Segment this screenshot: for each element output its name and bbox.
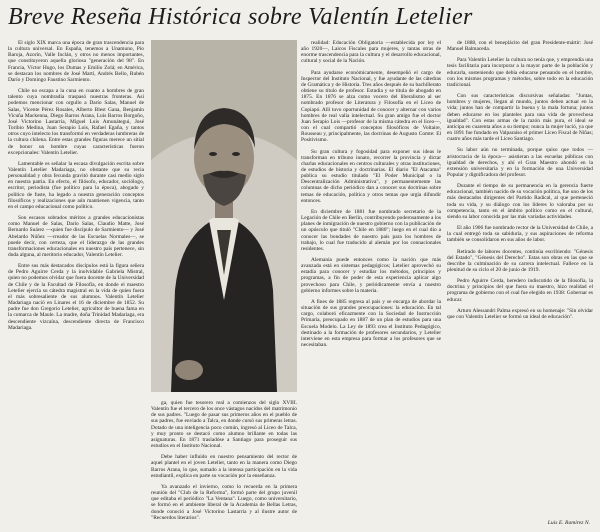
paragraph: Chile no escapa a la cuna en cuanto a hombres de gran talento cuya nombradía traspasó nuestras fronteras. Así podemos mencionar con orgullo a Darío Salas, Manuel de Salas, Vicente Pérez Rosales, Alberto Blest Gana, Benjamín Vicuña Mackenna, Diego Barros Arana, Luis Barros Borgoño, José Victorino Lastarria, Miguel Luis Amunátegui, José Toribio Medina, Juan Serapio Lois, Rafael Egaña, y tantos otros cuyo intelecto los transformó en verdaderas lumbreras de la cultura chilena. Entre estas grandes figuras merece un sitial de honor un hombre cuyas características fueron excepcionales: Valentín Letelier. xyxy=(8,88,144,156)
paragraph: Entre sus más destacados discípulos está la figura señera de Pedro Aguirre Cerda y la inolvidable Gabriela Mistral, quien no podemos olvidar que fuera docente de la Universidad de Chile y de la Facultad de Filosofía, en donde el maestro Letelier ejercía su cátedra magistral en la vida de quien fuera el más sobresaliente de sus alumnos. Valentín Letelier Madariaga nació en Linares el 16 de diciembre de 1852. Su padre fue don Gregorio Letelier, agricultor de buena fama en la comarca de Maule. La madre, doña Trinidad Madariaga, era descendiente vizcaína, descendiente directa de Francisco Madariaga. xyxy=(8,263,144,331)
paragraph: Para Valentín Letelier la cultura no tenía que, y emprendía una tesis facilitaria para incorporar a la mayor parte de la población y educarla, sosteniendo que debía educarse pensando en el hombre, con los mismos programas y métodos, sobre todo en la educación tradicional. xyxy=(447,57,593,88)
column-4 xyxy=(447,40,593,520)
paragraph: En diciembre de 1881 fue nombrado secretario de la Legación de Chile en Berlín, contribuyendo poderosamente a los planes de inmigración de nuestro gobierno con la publicación de un opúsculo que tituló "Chile en 1880"; luego en el cual dio a conocer las bondades de nuestro país para los hombres de trabajo, lo cual fue traducido al alemán por los connacionales residentes. xyxy=(301,208,441,252)
paragraph: Durante el tiempo de su permanencia en la gerencia fuerte educacional, también nacido de su vocación política, fue uno de los más destacados dirigentes del Partido Radical, al que perteneció toda su vida, y su diálogo con los líderes lo valoraba por su competencia, tanto en el ámbito político como en el cultural, siendo su labor conocida por las más variadas actividades. xyxy=(447,183,593,220)
paragraph: de 1888, con el beneplácito del gran Presidente-mártir: José Manuel Balmaceda. xyxy=(447,40,593,53)
paragraph: realidad: Educación Obligatoria —establecida por ley el año 1920—, Laicos Fiscales para mujeres, y tantas otras de enorme trascendencia para la cultura y el desarrollo educacional, cultural y social de la Nación. xyxy=(301,40,441,65)
paragraph: Ya avanzado el invierno, como lo recuerda en la primera reunión del "Club de la Reforma", formó parte del grupo juvenil que editaba el periódico "La Ventana". Luego, como universitario, se formó en el ambiente liberal de la Academia de Bellas Letras, donde conoció a José Victorino Lastarria y al ilustre autor de "Recuerdos literarios". xyxy=(151,483,297,521)
column-2 xyxy=(151,400,297,522)
paragraph: ga, quien fue tesorero real a comienzos del siglo XVIII. Valentín fue el tercero de los once vástagos nacidos del matrimonio de sus padres. "Luego de pasar sus primeros años en el pueblo de sus padres, fue enviado a Talca, en donde cursó sus primeras letras. Dotado de una inteligencia poco común, ingresó al Liceo de Talca, y muy pronto se destacó como alumno brillante en todas las asignaturas. En 1871 trasladóse a Santiago para proseguir sus estudios en el Instituto Nacional. xyxy=(151,400,297,450)
article-title: Breve Reseña Histórica sobre Valentín Letelier xyxy=(8,4,473,30)
paragraph: Su labor aún no terminada, porque quiso que todos —aristocracia de la época— asistieran a las escuelas públicas con igualdad de derechos, y ahí el Gran Maestro ahondó en la extensión universitaria y en la formación de una Universidad Popular y dignificadora del profesor. xyxy=(447,147,593,178)
paragraph: Pedro Aguirre Cerda, heredero indiscutido de la filosofía, la doctrina y principios del que fuera su maestro, hizo realidad el programa de gobierno con el cual fue elegido en 1938: Gobernar es educar. xyxy=(447,278,593,303)
paragraph: El siglo XIX marca una época de gran trascendencia para la cultura universal. En España, tenemos a Unamuno, Pío Baroja, Azorín, Valle Inclán, y otros no menos importantes, que constituyeron aquella gloriosa "generación del 98". En Francia, Víctor Hugo, los Dumas y Emilio Zolá; en América, se destacan los nombres de José Martí, Andrés Bello, Rubén Darío y Domingo Faustino Sarmiento. xyxy=(8,40,144,83)
column-3 xyxy=(301,40,441,532)
paragraph: Su gran cultura y fogosidad para exponer sus ideas le transforman en tribuno innato, recorrer la provincia y dictar charlas educacionales en centros culturales y otras instituciones, de estudios de historia y doctrinarias. El diario "El Atacama" publica su estudio titulado "El Poder Municipal o la Descentralización Administrativa", y permanentemente las columnas de dicho periódico dan a conocer sus doctrinas sobre temas de educación, política y otros temas que urgía difundir entonces. xyxy=(301,148,441,204)
paragraph: Con sus características discursivas señaladas: "Juntas, hombres y mujeres, llegan al mundo, juntos deben actuar en la vida; juntos han de compartir la buena y la mala fortuna; juntos deben educarse en los planteles para una vida de provechosa igualdad". Con estas armas de la razón más pura, el ideal se anticipa en cuarenta años a su tiempo; nunca la mujer lució, ya que en 1891 fue fundado en Valparaíso el primer Liceo Fiscal de Niñas; cuatro años más tarde el Liceo Santiago. xyxy=(447,93,593,143)
paragraph: Alemania puede entonces como la nación que más avanzada está en sistemas pedagógicos; Letelier aprovechó su estadía para conocer y estudiar los métodos, principios y programas, a fin de poder de esta experiencia aplicar algo provechoso para Chile, y periódicamente envía a nuestro gobierno informes sobre la materia. xyxy=(301,257,441,294)
author-signature: Luis E. Ramírez N. xyxy=(547,520,590,526)
paragraph: El año 1906 fue nombrado rector de la Universidad de Chile, a la cual entregó toda su sabiduría, y sus aspiraciones de reforma también se consolidaron en sus años de labor. xyxy=(447,225,593,244)
column-1 xyxy=(8,40,144,528)
paragraph: Retirado de labores docentes, continúa escribiendo: "Génesis del Estado", "Génesis del Derecho". Estas son obras en las que se describe la culminación de su carrera intelectual. Fallece en la plenitud de su ciclo el 20 de junio de 1919. xyxy=(447,248,593,273)
paragraph: Lamentable es señalar la escasa divulgación escrita sobre Valentín Letelier Madariaga, no obstante que su recia personalidad y obra fecunda gravitó durante casi medio siglo en nuestra patria. En efecto, el filósofo, educador, sociólogo, escritor, periodista (fue político para la época), abogado y político de fuste, ha legado a nuestra generación conceptos filosóficos y realizaciones que aún mantienen vigencia, tanto en el campo educacional como político. xyxy=(8,160,144,210)
paragraph: Son escasos sobrados méritos a grandes educacionistas como Manuel de Salas, Darío Salas, Claudio Matte, José Bernardo Suárez —quien fue discípulo de Sarmiento— y José Abelardo Núñez —creador de las Escuelas Normales—, se puede decir, con certeza, que el liderazgo de las grandes transformaciones educacionales en nuestro país pertenece, sin duda alguna, al meritorio educador, Valentín Letelier. xyxy=(8,215,144,258)
paragraph: Para ayudarse económicamente, desempeñó el cargo de Inspector del Instituto Nacional, y fue ayudante de las cátedras de Gramática y de Historia. Tres años después de su bachillerato obtiene su título de profesor. Estudia y se titula de abogado en 1875. En 1876 se alza como vocero del liberalismo al ser nombrado profesor de Literatura y Filosofía en el Liceo de Copiapó. Allí tuvo oportunidad de conocer y alternar con varios hombres de real valía intelectual. Su gran amigo fue el doctor Juan Serapio Lois —profesor de la misma cátedra en el liceo—, con el cual compartió conceptos filosóficos de Voltaire, Rousseau y, principalmente, las doctrinas de Augusto Comte: El Positivismo. xyxy=(301,69,441,144)
paragraph: Arturo Alessandri Palma expresó en su homenaje: "Sin olvidar que con Valentín Letelier se formó un ideal de educación". xyxy=(447,307,593,320)
portrait-photo xyxy=(151,40,297,392)
paragraph: Debe haber influido en nuestro pensamiento del rector de aquel plantel en el joven Letelier, tanto en la manera como Diego Barros Arana, lo que, sumado a la intensa participación en la vida estudiantil, explica en parte su vocación por la enseñanza. xyxy=(151,454,297,479)
paragraph: A fines de 1885 regresa al país y se encarga de abordar la situación de sus grandes preocupaciones: la educación. En tal cargo, colaboró eficazmente con la Sociedad de Instrucción Primaria, preocupado en 1887 de un plan de estudios para una Escuela Modelo. La Ley de 1893 crea el Instituto Pedagógico, destinado a la formación de profesores secundarios, y Letelier interviene en esta empresa para formar a los profesores que se necesitaban. xyxy=(301,298,441,349)
